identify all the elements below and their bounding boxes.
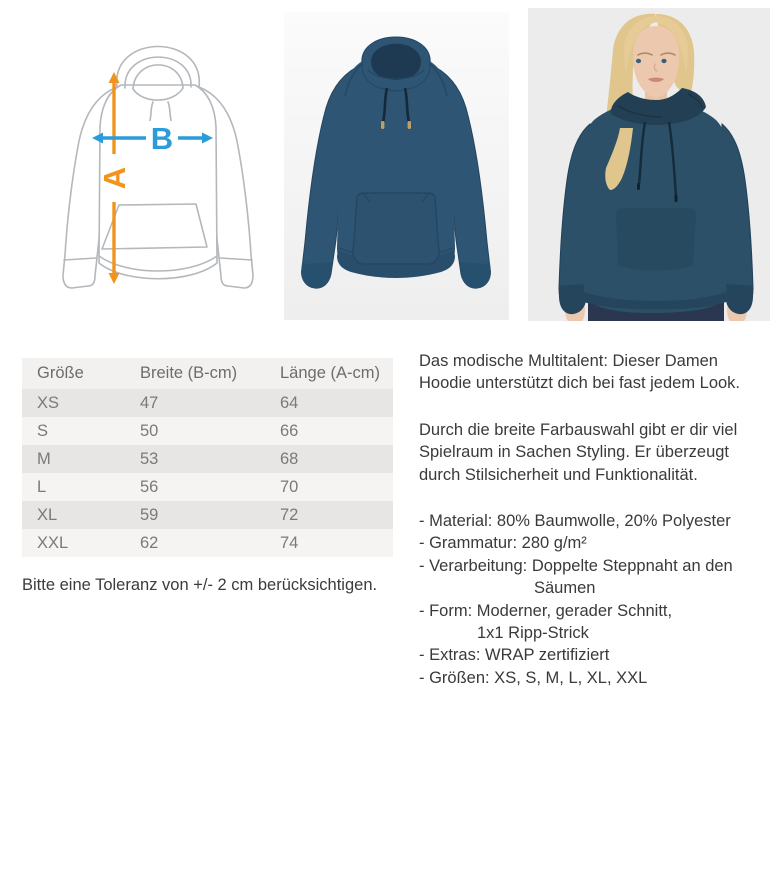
cell-breite: 59 xyxy=(140,505,159,524)
size-row-xxl xyxy=(22,529,393,557)
spec-material: - Material: 80% Baumwolle, 20% Polyester xyxy=(419,512,731,531)
hoodie-outline-drawing xyxy=(63,47,253,289)
header-laenge: Länge (A-cm) xyxy=(280,364,380,382)
cell-laenge: 64 xyxy=(280,393,299,412)
cell-breite: 47 xyxy=(140,393,159,412)
description-line: Spielraum in Sachen Styling. Er überzeugt xyxy=(419,443,730,462)
description-line: Das modische Multitalent: Dieser Damen xyxy=(419,352,718,370)
cell-size: L xyxy=(37,477,47,496)
diagram-label-b: B xyxy=(150,121,174,156)
product-photo xyxy=(284,12,509,320)
description-line: Durch die breite Farbauswahl gibt er dir viel xyxy=(419,420,738,439)
size-row-xs xyxy=(22,389,393,417)
diagram-label-a: A xyxy=(97,166,132,190)
description-paragraph-2 xyxy=(419,419,773,486)
header-groesse: Größe xyxy=(37,364,84,382)
size-row-s xyxy=(22,417,393,445)
cell-laenge: 66 xyxy=(280,421,299,440)
cell-size: S xyxy=(37,421,49,440)
cell-laenge: 72 xyxy=(280,505,299,524)
spec-extras: - Extras: WRAP zertifiziert xyxy=(419,646,610,665)
spec-verarbeitung-cont: Säumen xyxy=(534,579,596,598)
cell-size: XL xyxy=(37,505,58,524)
spec-form: - Form: Moderner, gerader Schnitt, xyxy=(419,601,673,620)
spec-verarbeitung: - Verarbeitung: Doppelte Steppnaht an den xyxy=(419,556,733,575)
size-row-l xyxy=(22,473,393,501)
cell-breite: 50 xyxy=(140,421,159,440)
model-photo xyxy=(528,8,770,321)
product-description xyxy=(419,350,773,689)
cell-breite: 53 xyxy=(140,449,159,468)
size-diagram-image xyxy=(55,25,260,295)
kangaroo-pocket xyxy=(616,208,696,271)
cell-laenge: 70 xyxy=(280,477,299,496)
cell-laenge: 68 xyxy=(280,449,299,468)
spec-grammatur: - Grammatur: 280 g/m² xyxy=(419,534,587,553)
cell-laenge: 74 xyxy=(280,533,299,552)
spec-form-cont: 1x1 Ripp-Strick xyxy=(477,624,589,643)
tolerance-note: Bitte eine Toleranz von +/- 2 cm berücksichtigen. xyxy=(22,576,378,594)
size-row-xl xyxy=(22,501,393,529)
spec-list xyxy=(419,510,773,689)
cell-breite: 56 xyxy=(140,477,159,496)
cell-size: XS xyxy=(37,393,60,412)
description-line: durch Stilsicherheit und Funktionalität. xyxy=(419,465,698,484)
description-line: Hoodie unterstützt dich bei fast jedem Look. xyxy=(419,374,741,393)
header-breite: Breite (B-cm) xyxy=(140,364,238,382)
size-row-m xyxy=(22,445,393,473)
cell-size: XXL xyxy=(37,533,69,552)
spec-groessen: - Größen: XS, S, M, L, XL, XXL xyxy=(419,668,648,687)
size-table-header-row xyxy=(22,358,393,389)
cell-breite: 62 xyxy=(140,533,159,552)
cell-size: M xyxy=(37,449,51,468)
size-table xyxy=(22,358,393,557)
description-paragraph-1 xyxy=(419,350,773,395)
kangaroo-pocket xyxy=(353,193,439,264)
